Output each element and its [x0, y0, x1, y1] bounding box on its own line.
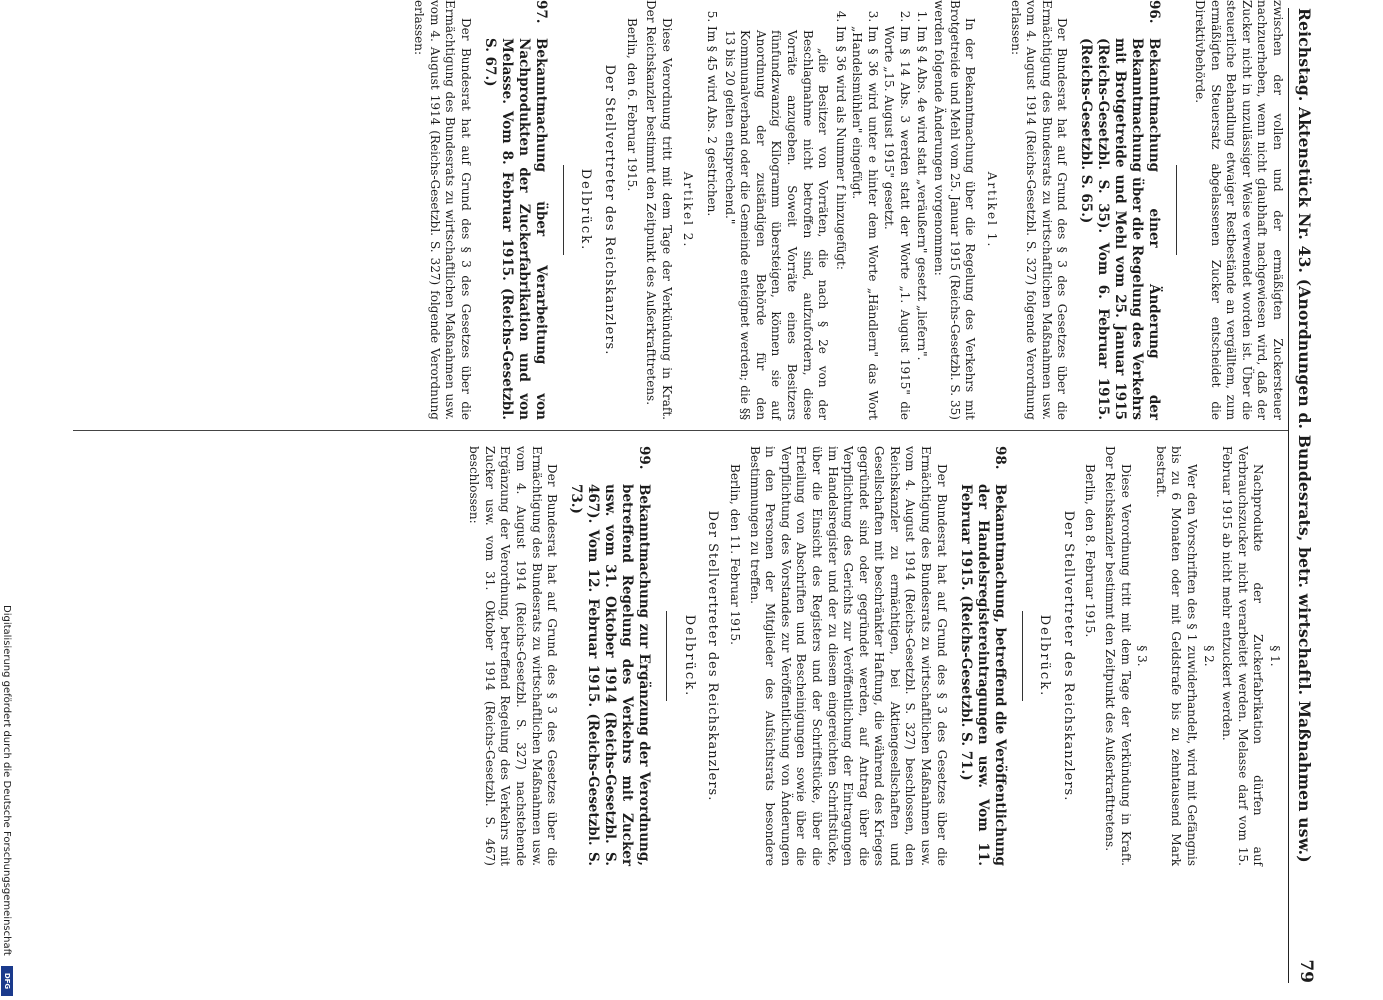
section-separator [1022, 611, 1023, 701]
list-item: 5. Im § 45 wird Abs. 2 gestrichen. [703, 26, 719, 420]
right-column [465, 446, 1285, 866]
section-title: Bekanntmachung, betreffend die Veröffentlichung der Handelsregistereintragungen usw. Vom 11. Februar 1915. (Reichs-Gesetzbl. S. 71.) [957, 484, 1008, 866]
article-2-label: Artikel 2. [681, 171, 696, 249]
section-title: Bekanntmachung zur Ergänzung der Verordnung, betreffend Regelung des Verkehrs mit Zucker usw. vom 31. Oktober 1914 (Reichs-Gesetzbl. S. 467). Vom 12. Februar 1915. (Reichs-Gesetzbl. S. 73.) [568, 484, 653, 866]
signature-role: Der Stellvertreter des Reichskanzlers. [602, 64, 617, 356]
article-1-label: Artikel 1. [985, 171, 1000, 249]
inserted-quote: „die Besitzer von Vorräten, die nach § 2e von der Beschlagnahme nicht betroffen sind, aufzufordern, diese Vorräte anzugeben. Soweit Vorräte eines Besitzers fünfundzwanzig Kilogramm übersteigen, können sie auf Anordnung der zuständigen Behörde für den Kommunalverband oder die Gemeinde enteignet werden; die §§ 13 bis 20 gelten entsprechend." [722, 30, 831, 420]
section-separator [666, 611, 667, 701]
list-item: 3. Im § 36 wird unter e hinter dem Worte „Händlern" das Wort „Handelsmühlen" eingefügt. [849, 26, 880, 420]
running-title: Reichstag. Aktenstück Nr. 43. (Anordnungen d. Bundesrats, betr. wirtschaftl. Maßnahmen usw.) [1295, 8, 1314, 863]
digitization-credit [0, 605, 14, 1000]
header-rule [1288, 8, 1289, 983]
date-line: Berlin, den 11. Februar 1915. [727, 464, 742, 645]
list-item: 1. Im § 4 Abs. 4e wird statt „veräußern" gesetzt „liefern". [913, 26, 929, 420]
rotated-document-page [18, 0, 1318, 1000]
left-column [409, 0, 1285, 420]
paragraph-2-label: § 2. [1201, 645, 1216, 667]
signature-role: Der Stellvertreter des Reichskanzlers. [1060, 510, 1076, 802]
intro-paragraph: zwischen der vollen und der ermäßigten Zuckersteuer nachzuerheben, wenn nicht glaubhaft nachgewiesen wird, daß der Zucker nicht in unzulässiger Weise verwendet worden ist. Über die steuerliche Behandlung etwaiger Restbestände an vergälltem, zum ermäßigten Steuersatz abgelassenen Zucker entscheidet die Direktivbehörde. [1193, 0, 1285, 420]
paragraph-3-label: § 3. [1135, 645, 1150, 667]
page-number: 79 [1296, 959, 1316, 983]
amendment-list-cont [703, 0, 719, 420]
dfg-logo-icon [1, 966, 13, 996]
page-header [1290, 8, 1316, 983]
date-line: Berlin, den 8. Februar 1915. [1083, 464, 1098, 638]
section-98-text: Der Bundesrat hat auf Grund des § 3 des Gesetzes über die Ermächtigung des Bundesrats zu wirtschaftlichen Maßnahmen usw. vom 4. August 1914 (Reichs-Gesetzbl. S. 327) beschlossen, den Reichskanzler zu ermächtigen, bei Aktiengesellschaften und Gesellschaften mit beschränkter Haftung, die während des Krieges gegründet sind oder gegründet werden, auf Antrag über die Verpflichtung des Gerichts zur Veröffentlichung der Eintragungen im Handelsregister und der zu diesem eingereichten Schriftstücke, über die Einsicht des Registers und der Schriftstücke, über die Erteilung von Abschriften und Bescheinigungen sowie über die Verpflichtung des Vorstandes zur Veröffentlichung von Änderungen in den Personen der Mitglieder des Aufsichtsrats besondere Bestimmungen zu treffen. [747, 446, 949, 866]
preamble: Der Bundesrat hat auf Grund des § 3 des Gesetzes über die Ermächtigung des Bundesrats zu wirtschaftlichen Maßnahmen usw. vom 4. August 1914 (Reichs-Gesetzbl. S. 327) folgende Verordnung erlassen: [412, 0, 473, 420]
paragraph-1-label: § 1. [1268, 645, 1282, 667]
article-1-intro: In der Bekanntmachung über die Regelung des Verkehrs mit Brotgetreide und Mehl vom 25. Januar 1915 (Reichs-Gesetzbl. S. 35) werden folgende Änderungen vorgenommen: [932, 0, 978, 420]
section-title: Bekanntmachung einer Änderung der Bekanntmachung über die Regelung des Verkehrs mit Brotgetreide und Mehl vom 25. Januar 1915 (Reichs-Gesetzbl. S. 35). Vom 6. Februar 1915. (Reichs-Gesetzbl. S. 65.) [1078, 38, 1163, 420]
section-97-heading [481, 0, 549, 420]
section-number: 99. [636, 446, 653, 470]
paragraph-3-text: Diese Verordnung tritt mit dem Tage der Verkündung in Kraft. Der Reichskanzler bestimmt den Zeitpunkt des Außerkrafttretens. [1103, 446, 1133, 866]
section-number: 98. [991, 446, 1008, 470]
paragraph-2-text: Wer den Vorschriften des § 1 zuwiderhandelt, wird mit Gefängnis bis zu 6 Monaten oder mit Geldstrafe bis zu zehntausend Mark bestraft. [1153, 446, 1200, 866]
signature-name: Delbrück. [681, 614, 697, 698]
credit-text: Digitalisierung gefördert durch die Deutsche Forschungsgemeinschaft [1, 605, 12, 956]
section-separator [1176, 165, 1177, 255]
section-separator [563, 165, 564, 255]
list-item: 4. Im § 36 wird als Nummer f hinzugefügt: [832, 26, 848, 420]
signature-role: Der Stellvertreter des Reichskanzlers. [705, 510, 721, 802]
signature-name: Delbrück. [1037, 614, 1053, 698]
section-99-heading [567, 446, 652, 866]
list-item: 2. Im § 14 Abs. 3 werden statt der Worte „1. August 1915" die Worte „15. August 1915" gesetzt. [881, 26, 912, 420]
article-2-text: Diese Verordnung tritt mit dem Tage der Verkündung in Kraft. Der Reichskanzler bestimmt den Zeitpunkt des Außerkrafttretens. [644, 0, 674, 420]
amendment-list [832, 0, 929, 420]
column-divider [73, 430, 1288, 431]
section-number: 96. [1146, 0, 1163, 24]
section-title: Bekanntmachung über Verarbeitung von Nachprodukten der Zuckerfabrikation und von Melasse. Vom 8. Februar 1915. (Reichs-Gesetzbl. S. 67.) [481, 38, 549, 420]
preamble: Der Bundesrat hat auf Grund des § 3 des Gesetzes über die Ermächtigung des Bundesrats zu wirtschaftlichen Maßnahmen usw. vom 4. August 1914 (Reichs-Gesetzbl. S. 327) folgende Verordnung erlassen: [1008, 0, 1070, 420]
section-number: 97. [532, 0, 549, 24]
logo-text: DFG [3, 972, 11, 990]
section-96-heading [1077, 0, 1162, 420]
signature-name: Delbrück. [578, 168, 594, 252]
paragraph-1-text: Nachprodukte der Zuckerfabrikation dürfen auf Verbrauchszucker nicht verarbeitet werden. Melasse darf vom 15. Februar 1915 ab nicht mehr entzuckert werden. [1220, 446, 1266, 866]
section-99-text: Der Bundesrat hat auf Grund des § 3 des Gesetzes über die Ermächtigung des Bundesrats zu wirtschaftlichen Maßnahmen usw. vom 4. August 1914 (Reichs-Gesetzbl. S. 327) nachstehende Ergänzung der Verordnung, betreffend Regelung des Verkehrs mit Zucker usw. vom 31. Oktober 1914 (Reichs-Gesetzbl. S. 467) beschlossen: [467, 446, 560, 866]
date-line: Berlin, den 6. Februar 1915. [624, 18, 639, 192]
section-98-heading [957, 446, 1008, 866]
